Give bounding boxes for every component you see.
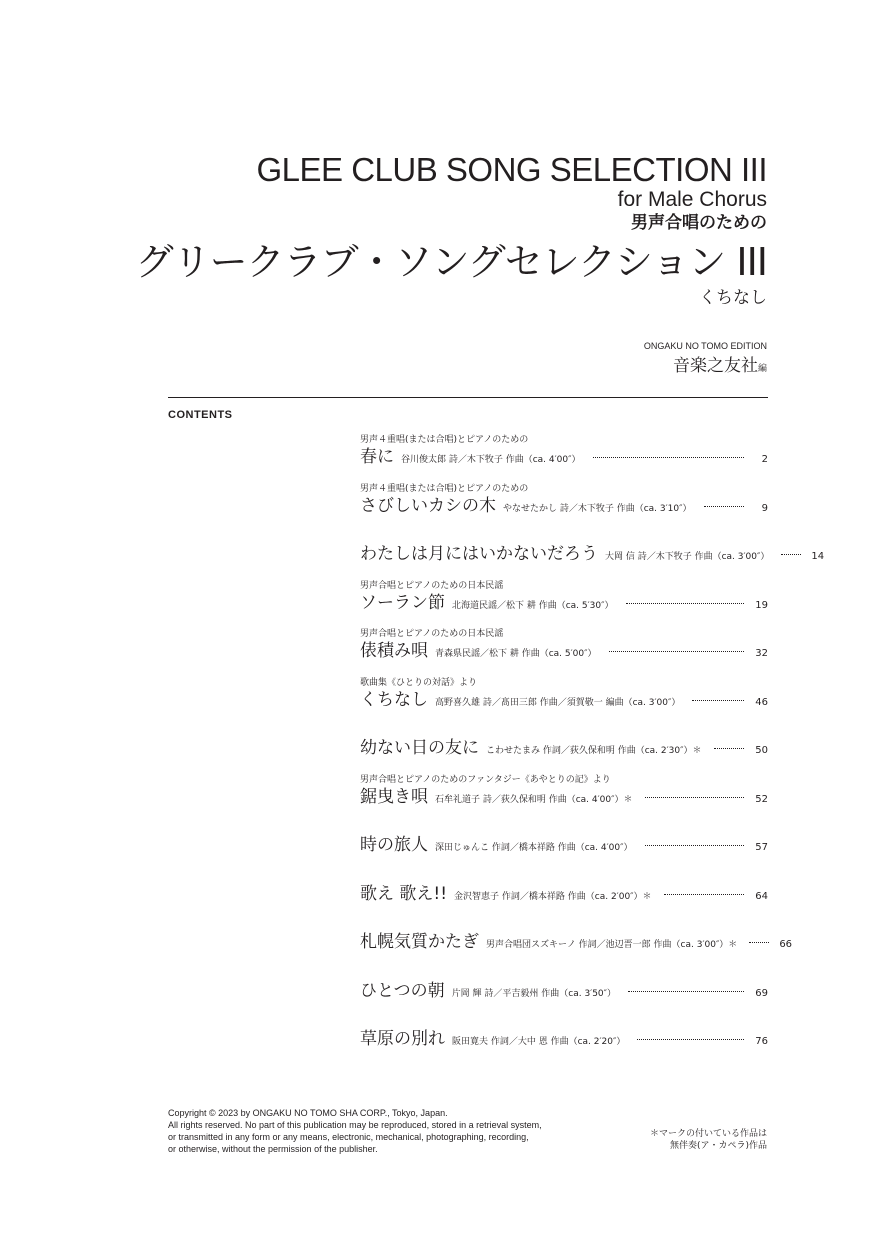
toc-entry-title: 鋸曳き唄 [360,786,428,807]
toc-entry[interactable] [360,477,768,526]
toc-entry-line [360,883,768,905]
dot-leader [626,602,745,604]
toc-entry[interactable] [360,768,768,817]
dot-leader [628,990,744,992]
toc-entry-line [360,980,768,1002]
dot-leader [749,941,769,943]
toc-entry-line [360,737,768,759]
toc-entry-credit: 北海道民謡／松下 耕 作曲（ca. 5′30″） [452,600,614,611]
copyright-line: All rights reserved. No part of this publication may be reproduced, stored in a retrieval system, [168,1120,542,1130]
table-of-contents [360,428,825,1059]
toc-entry-credit: 大岡 信 詩／木下牧子 作曲（ca. 3′00″） [605,552,770,562]
edition-block [644,340,767,381]
toc-entry-page: 64 [755,890,768,902]
note-line: ＊マークの付いている作品は [649,1129,767,1139]
toc-entry-page: 2 [761,454,768,465]
dot-leader [593,456,745,458]
toc-entry-line [360,543,825,565]
toc-entry-credit: 男声合唱団スズキーノ 作詞／池辺晋一郎 作曲（ca. 3′00″）＊ [486,940,738,950]
toc-entry-subtitle: 男声合唱とピアノのための日本民謡 [360,629,504,639]
toc-entry-line [360,592,768,614]
title-japanese-small: 男声合唱のための [631,213,767,233]
dot-leader [645,796,745,798]
toc-entry-page: 66 [779,939,793,950]
edition-english: ONGAKU NO TOMO EDITION [643,341,767,351]
dot-leader [714,747,745,749]
title-block [136,150,767,310]
toc-entry-line [360,689,768,711]
dot-leader [645,844,745,846]
dot-leader [609,650,745,652]
dot-leader [781,553,801,555]
dot-leader [637,1038,744,1040]
toc-entry-title: 春に [360,447,394,467]
divider-rule [168,397,768,398]
toc-entry-credit: 石牟礼道子 詩／荻久保和明 作曲（ca. 4′00″）＊ [435,794,633,805]
toc-entry-title: さびしいカシの木 [360,495,496,516]
toc-entry-title [360,931,479,953]
toc-entry-credit: こわせたまみ 作詞／荻久保和明 作曲（ca. 2′30″）＊ [486,746,702,756]
contents-heading: CONTENTS [168,409,233,421]
toc-entry-page: 52 [755,793,768,805]
toc-entry-page: 14 [811,551,825,562]
title-japanese: グリークラブ・ソングセレクション III [135,240,767,284]
title-english: GLEE CLUB SONG SELECTION III [256,151,767,188]
copyright-line: or otherwise, without the permission of the publisher. [168,1144,378,1154]
edition-publisher [644,354,767,381]
toc-entry-line [360,931,793,953]
toc-entry-title: 幼ない日の友に [360,738,479,758]
toc-entry[interactable] [360,719,768,768]
toc-entry-title: 草原の別れ [360,1029,445,1049]
toc-entry-page: 19 [755,599,768,611]
toc-entry[interactable] [360,574,768,623]
toc-entry-credit: 谷川俊太郎 詩／木下牧子 作曲（ca. 4′00″） [401,455,581,465]
toc-entry-page: 50 [755,745,768,756]
copyright-line: Copyright © 2023 by ONGAKU NO TOMO SHA CORP., Tokyo, Japan. [168,1108,448,1118]
toc-entry[interactable] [360,671,768,720]
toc-entry-line [360,1028,768,1050]
toc-entry-credit: 深田じゅんこ 作詞／橋本祥路 作曲（ca. 4′00″） [435,843,633,853]
publisher-name: 音楽之友社 [672,356,758,376]
toc-entry[interactable] [360,865,768,914]
toc-entry-page: 69 [755,987,768,999]
toc-entry-title-text: 札幌気質 [360,932,428,952]
title-english-sub: for Male Chorus [617,188,767,211]
toc-entry-page: 57 [755,842,768,853]
toc-entry[interactable] [360,622,768,671]
publisher-suffix: 編 [757,364,767,374]
copyright-line: or transmitted in any form or any means, electronic, mechanical, photographing, recording, [168,1132,529,1142]
toc-entry[interactable] [360,1010,768,1059]
toc-entry-credit: 片岡 輝 詩／平吉毅州 作曲（ca. 3′50″） [451,988,617,999]
toc-entry[interactable] [360,962,768,1011]
toc-entry-title: くちなし [360,689,428,710]
toc-entry-credit: 青森県民謡／松下 耕 作曲（ca. 5′00″） [435,649,597,659]
toc-entry[interactable] [360,913,793,962]
toc-entry-line [360,640,768,662]
toc-entry[interactable] [360,525,825,574]
toc-entry-page: 9 [761,502,768,514]
dot-leader [692,699,744,701]
toc-entry-line [360,495,768,517]
toc-entry-line [360,446,768,468]
toc-entry-subtitle: 歌曲集《ひとりの対話》より [360,677,478,688]
title-subtitle: くちなし [699,288,767,308]
toc-entry-page: 46 [755,696,768,708]
dot-leader [704,505,745,507]
toc-entry[interactable] [360,816,768,865]
toc-entry-page: 76 [755,1036,768,1047]
toc-entry-credit: 阪田寛夫 作詞／大中 恩 作曲（ca. 2′20″） [452,1037,626,1047]
toc-entry-subtitle: 男声合唱とピアノのための日本民謡 [360,580,504,591]
toc-entry-line [360,834,768,856]
toc-entry-credit: 高野喜久雄 詩／髙田三郎 作曲／須賀敬一 編曲（ca. 3′00″） [435,697,681,708]
toc-entry-subtitle: 男声４重唱(または合唱)とピアノのための [360,435,529,445]
toc-entry-title: わたしは月にはいかないだろう [360,544,598,564]
toc-entry-title: ひとつの朝 [360,980,445,1001]
toc-entry-credit: やなせたかし 詩／木下牧子 作曲（ca. 3′10″） [503,503,692,514]
toc-entry-page: 32 [755,648,768,659]
a-cappella-note [650,1128,767,1152]
dot-leader [664,893,744,895]
toc-entry-credit: 金沢智恵子 作詞／橋本祥路 作曲（ca. 2′00″）＊ [454,891,652,902]
toc-entry-line [360,786,768,808]
toc-entry-title: 歌え 歌え!! [360,883,448,904]
toc-entry-title: 俵積み唄 [360,641,428,661]
toc-entry-subtitle: 男声合唱とピアノのためのファンタジー《あやとりの記》より [360,774,611,785]
toc-entry-title: ソーラン節 [360,592,445,613]
toc-entry-subtitle: 男声４重唱(または合唱)とピアノのための [360,483,529,494]
ruby-annotation: かたぎ [428,932,479,952]
note-line: 無伴奏(ア・カペラ)作品 [669,1141,767,1151]
toc-entry-title: 時の旅人 [360,835,428,855]
toc-entry[interactable] [360,428,768,477]
copyright-notice [168,1107,542,1155]
